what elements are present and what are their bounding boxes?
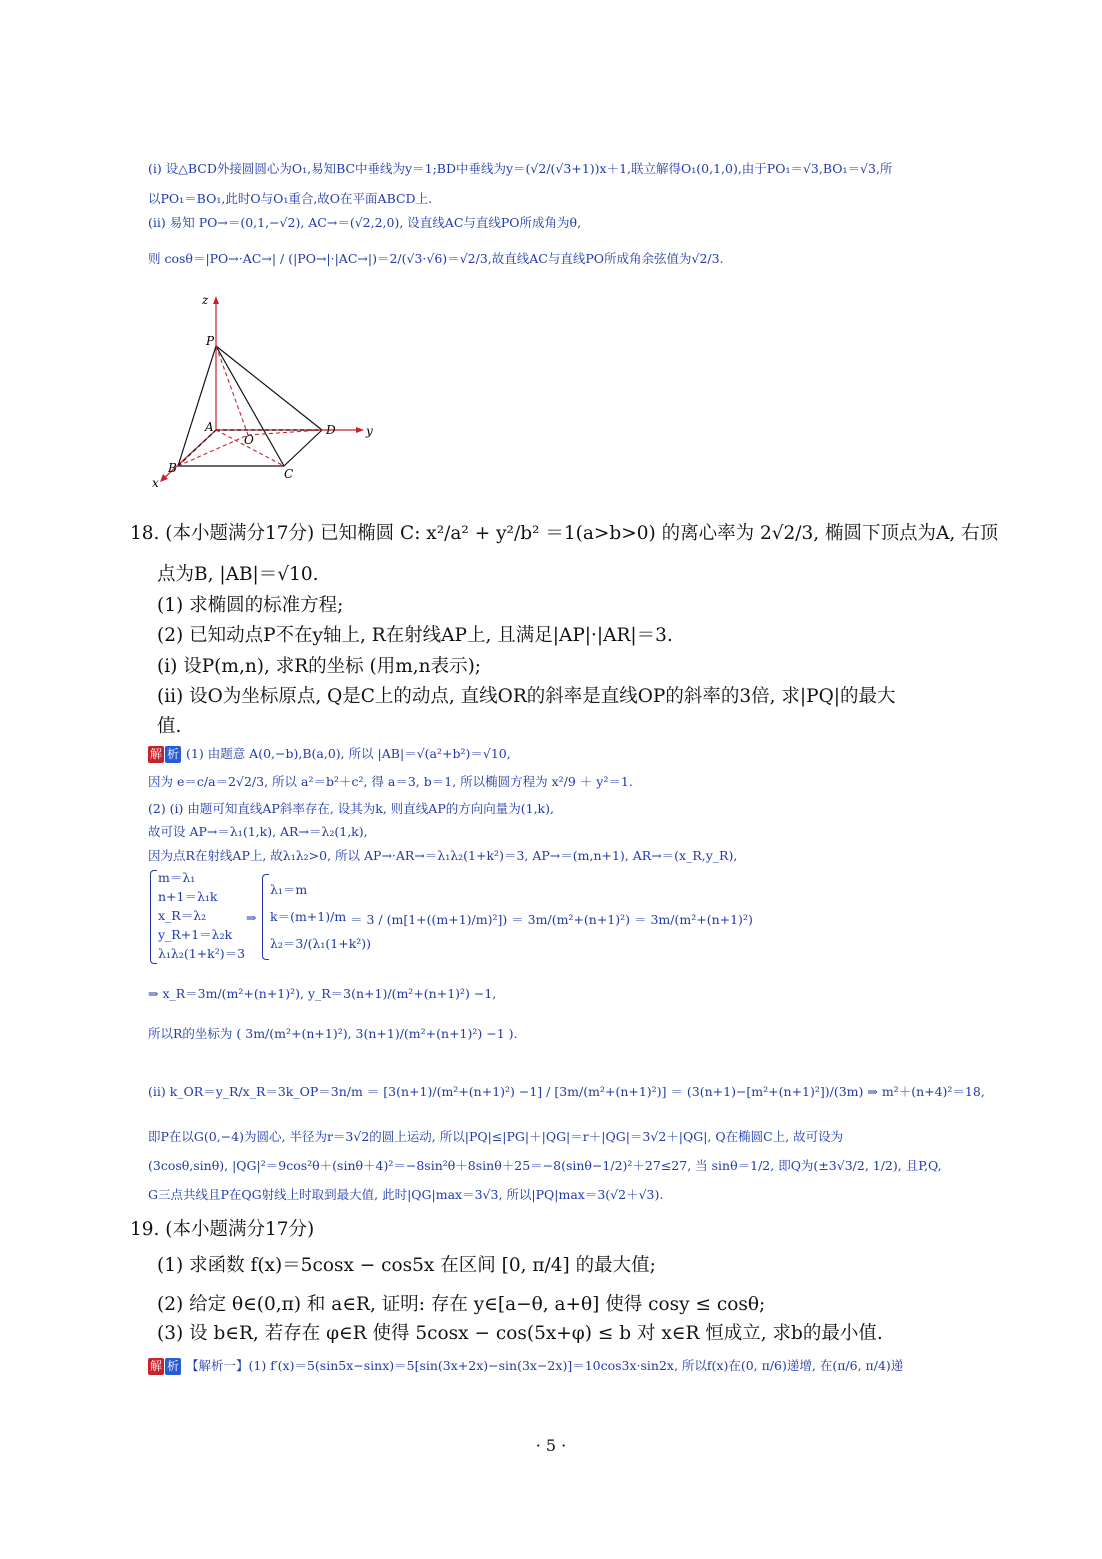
label-D: D bbox=[326, 423, 336, 437]
q18-line1: 18. (本小题满分17分) 已知椭圆 C: x²/a² + y²/b² ＝1(a>b>0) 的离心率为 2√2/3, 椭圆下顶点为A, 右顶 bbox=[130, 523, 999, 544]
label-P: P bbox=[206, 334, 215, 348]
label-x: x bbox=[152, 476, 159, 490]
q19-title: 19. (本小题满分17分) bbox=[130, 1219, 315, 1240]
solution-badge-red: 解 bbox=[150, 1359, 163, 1373]
sol18-line1 bbox=[148, 745, 968, 763]
pyramid-figure bbox=[150, 290, 390, 490]
solution-line-1: (i) 设△BCD外接圆圆心为O₁,易知BC中垂线为y＝1;BD中垂线为y＝(√2/(√3+1))x＋1,联立解得O₁(0,1,0),由于PO₁＝√3,BO₁＝√3,所 bbox=[148, 161, 893, 176]
solution-badge-blue: 析 bbox=[167, 747, 180, 761]
sys-eq: ＝ 3 / (m[1+((m+1)/m)²]) ＝ 3m/(m²+(n+1)²) ＝ 3m/(m²+(n+1)²) bbox=[350, 912, 753, 927]
sol18-line3: (2) (i) 由题可知直线AP斜率存在, 设其为k, 则直线AP的方向向量为(1,k), bbox=[148, 801, 554, 816]
q19-part1: (1) 求函数 f(x)＝5cosx − cos5x 在区间 [0, π/4] 的最大值; bbox=[157, 1255, 656, 1276]
label-A: A bbox=[205, 420, 214, 434]
sol18-line6: ⇒ x_R＝3m/(m²+(n+1)²), y_R＝3(n+1)/(m²+(n+1)²) −1, bbox=[148, 986, 497, 1001]
label-z: z bbox=[202, 293, 209, 307]
sol18-system: m＝λ₁ n+1＝λ₁k x_R＝λ₂ y_R+1＝λ₂k λ₁λ₂(1+k²)＝3 ⇒ λ₁＝m k＝(m+1)/m λ₂＝3/(λ₁(1+k²)) ＝ 3 / (m[1+((m+1)/m)²]) ＝ 3m/(m²+(n+1)²) ＝ 3m/(m²+(n+1)²) bbox=[150, 868, 970, 968]
q18-part2i: (i) 设P(m,n), 求R的坐标 (用m,n表示); bbox=[157, 656, 482, 677]
q19-part2: (2) 给定 θ∈(0,π) 和 a∈R, 证明: 存在 y∈[a−θ, a+θ] 使得 cosy ≤ cosθ; bbox=[157, 1294, 766, 1315]
sys-mid-1: k＝(m+1)/m bbox=[270, 909, 347, 924]
sol18-line9: 即P在以G(0,−4)为圆心, 半径为r＝3√2的圆上运动, 所以|PQ|≤|PG|＋|QG|＝r＋|QG|＝3√2＋|QG|, Q在椭圆C上, 故可设为 bbox=[148, 1129, 844, 1144]
solution-line-4: 则 cosθ＝|PO→·AC→| / (|PO→|·|AC→|)＝2/(√3·√6)＝√2/3,故直线AC与直线PO所成角余弦值为√2/3. bbox=[148, 251, 724, 266]
sol18-line11: G三点共线且P在QG射线上时取到最大值, 此时|QG|max＝3√3, 所以|PQ|max＝3(√2＋√3). bbox=[148, 1187, 664, 1202]
sys-left-0: m＝λ₁ bbox=[158, 870, 196, 885]
sol19-line1 bbox=[148, 1357, 968, 1375]
q18-line2: 点为B, |AB|＝√10. bbox=[157, 564, 319, 585]
label-B: B bbox=[168, 461, 177, 475]
sol18-line7: 所以R的坐标为 ( 3m/(m²+(n+1)²), 3(n+1)/(m²+(n+1)²) −1 ). bbox=[148, 1026, 518, 1041]
sol18-line10: (3cosθ,sinθ), |QG|²＝9cos²θ＋(sinθ＋4)²＝−8sin²θ＋8sinθ＋25＝−8(sinθ−1/2)²＋27≤27, 当 sinθ＝1/2, 即Q为(±3√3/2, 1/2), 且P,Q, bbox=[148, 1158, 942, 1173]
sol19-text-1: 【解析一】(1) f′(x)＝5(sin5x−sinx)＝5[sin(3x+2x)−sin(3x−2x)]＝10cos3x·sin2x, 所以f(x)在(0, π/6)递增, 在(π/6, π/4)递 bbox=[186, 1358, 904, 1373]
sys-mid-2: λ₂＝3/(λ₁(1+k²)) bbox=[270, 936, 372, 951]
sys-left-3: y_R+1＝λ₂k bbox=[158, 927, 233, 942]
solution-line-2: 以PO₁＝BO₁,此时O与O₁重合,故O在平面ABCD上. bbox=[148, 191, 433, 206]
sys-left-2: x_R＝λ₂ bbox=[158, 908, 207, 923]
sol18-line2: 因为 e＝c/a＝2√2/3, 所以 a²＝b²＋c², 得 a＝3, b＝1, 所以椭圆方程为 x²/9 ＋ y²＝1. bbox=[148, 774, 633, 789]
q19-part3: (3) 设 b∈R, 若存在 φ∈R 使得 5cosx − cos(5x+φ) ≤ b 对 x∈R 恒成立, 求b的最小值. bbox=[157, 1323, 883, 1344]
sol18-text-1: (1) 由题意 A(0,−b),B(a,0), 所以 |AB|＝√(a²+b²)＝√10, bbox=[186, 746, 511, 761]
sys-left-4: λ₁λ₂(1+k²)＝3 bbox=[158, 946, 246, 961]
label-C: C bbox=[284, 467, 294, 481]
sys-left-1: n+1＝λ₁k bbox=[158, 889, 218, 904]
label-O: O bbox=[244, 433, 254, 447]
q18-part1: (1) 求椭圆的标准方程; bbox=[157, 595, 344, 616]
sol18-line5: 因为点R在射线AP上, 故λ₁λ₂>0, 所以 AP→·AR→＝λ₁λ₂(1+k²)＝3, AP→＝(m,n+1), AR→＝(x_R,y_R), bbox=[148, 848, 738, 863]
sys-mid-0: λ₁＝m bbox=[270, 882, 308, 897]
page-number: · 5 · bbox=[535, 1436, 567, 1455]
solution-badge-blue: 析 bbox=[167, 1359, 180, 1373]
sol18-line4: 故可设 AP→＝λ₁(1,k), AR→＝λ₂(1,k), bbox=[148, 824, 368, 839]
sol18-line8: (ii) k_OR＝y_R/x_R＝3k_OP＝3n/m ＝ [3(n+1)/(m²+(n+1)²) −1] / [3m/(m²+(n+1)²)] ＝ (3(n+1)−[m²+(n+1)²])/(3m) ⇒ m²＋(n+4)²＝18, bbox=[148, 1084, 985, 1099]
q18-part2: (2) 已知动点P不在y轴上, R在射线AP上, 且满足|AP|·|AR|＝3. bbox=[157, 625, 673, 646]
label-y: y bbox=[366, 424, 373, 438]
solution-badge-red: 解 bbox=[150, 747, 163, 761]
q18-part2ii-cont: 值. bbox=[157, 716, 182, 737]
q18-part2ii: (ii) 设O为坐标原点, Q是C上的动点, 直线OR的斜率是直线OP的斜率的3倍, 求|PQ|的最大 bbox=[157, 686, 896, 707]
solution-line-3: (ii) 易知 PO→＝(0,1,−√2), AC→＝(√2,2,0), 设直线AC与直线PO所成角为θ, bbox=[148, 215, 582, 230]
